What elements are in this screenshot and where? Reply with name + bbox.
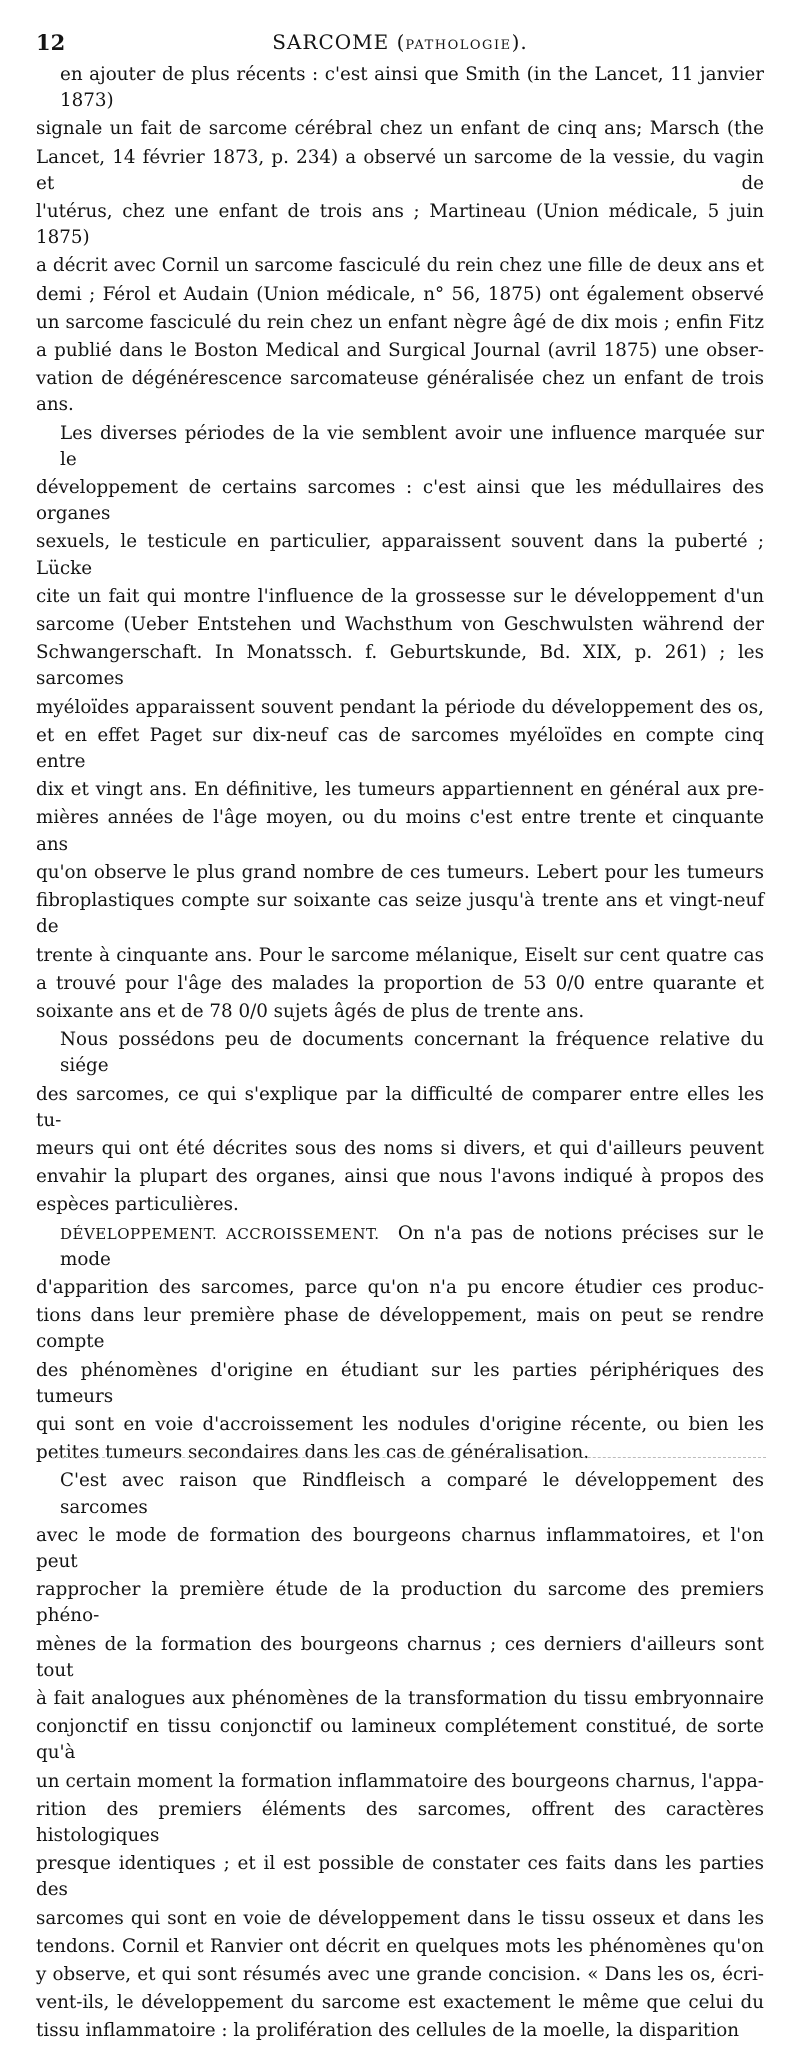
running-title xyxy=(36,30,764,54)
text-line xyxy=(36,475,764,527)
line-text: conjonctif en tissu conjonctif ou lamineux complétement constitué, de sorte qu'à xyxy=(36,1716,764,1764)
line-text: a trouvé pour l'âge des malades la proportion de 53 0/0 entre quarante et xyxy=(36,972,764,994)
line-text: dix et vingt ans. En définitive, les tumeurs appartiennent en général aux pre- xyxy=(36,779,764,801)
line-text: des phénomènes d'origine en étudiant sur les parties périphériques des tumeurs xyxy=(36,1359,764,1407)
body-text xyxy=(36,62,764,2047)
line-text: un sarcome fasciculé du rein chez un enfant nègre âgé de dix mois ; enfin Fitz xyxy=(36,311,764,333)
text-line xyxy=(36,1632,764,1684)
line-text: qu'on observe le plus grand nombre de ces tumeurs. Lebert pour les tumeurs xyxy=(36,861,764,883)
text-line xyxy=(36,584,764,610)
line-text: a publié dans le Boston Medical and Surgical Journal (avril 1875) une obser- xyxy=(36,340,764,362)
line-text: espèces particulières. xyxy=(36,1194,239,1216)
text-line xyxy=(36,1934,764,1960)
line-text: signale un fait de sarcome cérébral chez un enfant de cinq ans; Marsch (the xyxy=(36,118,764,140)
text-line xyxy=(36,310,764,336)
line-text: trente à cinquante ans. Pour le sarcome mélanique, Eiselt sur cent quatre cas xyxy=(36,944,764,966)
text-line xyxy=(36,1303,764,1355)
text-line xyxy=(36,282,764,308)
text-line xyxy=(36,1164,764,1190)
line-text: sexuels, le testicule en particulier, apparaissent souvent dans la puberté ; Lücke xyxy=(36,531,764,579)
text-line xyxy=(36,640,764,692)
line-text: d'apparition des sarcomes, parce qu'on n'a pu encore étudier ces produc- xyxy=(36,1276,764,1298)
running-title-main: SARCOME ( xyxy=(272,30,406,54)
line-text: cite un fait qui montre l'influence de la grossesse sur le développement d'un xyxy=(36,585,764,607)
line-text: tions dans leur première phase de développement, mais on peut se rendre compte xyxy=(36,1305,764,1353)
line-text: sarcome (Ueber Entstehen und Wachsthum von Geschwulsten während der xyxy=(36,614,764,636)
line-text: Nous possédons peu de documents concernant la fréquence relative du siége xyxy=(60,1029,764,1077)
text-line xyxy=(36,1990,764,2016)
line-text: fibroplastiques compte sur soixante cas seize jusqu'à trente ans et vingt-neuf de xyxy=(36,890,764,938)
line-text: soixante ans et de 78 0/0 sujets âgés de plus de trente ans. xyxy=(36,1000,585,1022)
text-line xyxy=(36,529,764,581)
line-text: à fait analogues aux phénomènes de la transformation du tissu embryonnaire xyxy=(36,1687,764,1709)
line-text: petites tumeurs secondaires dans les cas de généralisation. xyxy=(36,1442,590,1464)
text-line xyxy=(36,1440,764,1466)
footer-rule xyxy=(52,1457,766,1458)
line-text: tendons. Cornil et Ranvier ont décrit en quelques mots les phénomènes qu'on xyxy=(36,1935,764,1957)
text-line xyxy=(36,1275,764,1301)
text-line xyxy=(36,1136,764,1162)
line-text: l'utérus, chez une enfant de trois ans ; Martineau (Union médicale, 5 juin 1875) xyxy=(36,201,764,249)
line-text: y observe, et qui sont résumés avec une grande concision. « Dans les os, écri- xyxy=(36,1964,764,1986)
section-heading: DÉVELOPPEMENT. ACCROISSEMENT. xyxy=(60,1224,380,1243)
line-text: mières années de l'âge moyen, ou du moins c'est entre trente et cinquante ans xyxy=(36,807,764,855)
text-line xyxy=(36,1523,764,1575)
text-line xyxy=(36,199,764,251)
text-line xyxy=(36,1412,764,1438)
line-text: a décrit avec Cornil un sarcome fasciculé du rein chez une fille de deux ans et xyxy=(36,255,764,277)
line-text: Les diverses périodes de la vie semblent avoir une influence marquée sur le xyxy=(60,422,764,470)
text-line xyxy=(36,999,764,1025)
running-header xyxy=(36,26,764,60)
line-text: tissu inflammatoire : la prolifération des cellules de la moelle, la disparition xyxy=(36,2020,739,2042)
line-text: sarcomes qui sont en voie de développement dans le tissu osseux et dans les xyxy=(36,1907,764,1929)
text-line xyxy=(36,1797,764,1849)
text-line xyxy=(36,1027,764,1079)
line-text: rapprocher la première étude de la production du sarcome des premiers phéno- xyxy=(36,1579,764,1627)
text-line xyxy=(36,723,764,775)
text-line xyxy=(36,1962,764,1988)
text-line xyxy=(36,1714,764,1766)
text-line xyxy=(36,338,764,364)
text-line xyxy=(36,1851,764,1903)
text-line xyxy=(36,145,764,197)
line-text: avec le mode de formation des bourgeons charnus inflammatoires, et l'on peut xyxy=(36,1524,764,1572)
text-line xyxy=(36,2018,764,2044)
text-line xyxy=(36,695,764,721)
line-text: mènes de la formation des bourgeons charnus ; ces derniers d'ailleurs sont tout xyxy=(36,1633,764,1681)
line-text: On n'a pas de notions précises sur le mode xyxy=(60,1222,765,1270)
line-text: myéloïdes apparaissent souvent pendant la période du développement des os, xyxy=(36,696,764,718)
text-line xyxy=(36,1686,764,1712)
line-text: développement de certains sarcomes : c'est ainsi que les médullaires des organes xyxy=(36,477,764,525)
line-text: C'est avec raison que Rindfleisch a comparé le développement des sarcomes xyxy=(60,1470,764,1518)
page-number: 12 xyxy=(36,30,66,55)
text-line xyxy=(36,1192,764,1218)
text-line xyxy=(36,1221,764,1273)
text-line xyxy=(36,253,764,279)
line-text: des sarcomes, ce qui s'explique par la difficulté de comparer entre elles les tu- xyxy=(36,1083,764,1131)
text-line xyxy=(36,116,764,142)
text-line xyxy=(36,1358,764,1410)
line-text: demi ; Férol et Audain (Union médicale, n° 56, 1875) ont également observé xyxy=(36,283,764,305)
text-line xyxy=(36,860,764,886)
line-text: meurs qui ont été décrites sous des noms si divers, et qui d'ailleurs peuvent xyxy=(36,1137,764,1159)
text-line xyxy=(36,943,764,969)
text-line xyxy=(36,612,764,638)
text-line xyxy=(36,1082,764,1134)
line-text: envahir la plupart des organes, ainsi que nous l'avons indiqué à propos des xyxy=(36,1166,764,1188)
line-text: presque identiques ; et il est possible de constater ces faits dans les parties des xyxy=(36,1853,764,1901)
line-text: Schwangerschaft. In Monatssch. f. Geburtskunde, Bd. XIX, p. 261) ; les sarcomes xyxy=(36,642,764,690)
line-text: Lancet, 14 février 1873, p. 234) a observé un sarcome de la vessie, du vagin et de xyxy=(36,146,764,194)
text-line xyxy=(36,1906,764,1932)
running-title-subject: PATHOLOGIE xyxy=(405,38,512,53)
text-line xyxy=(36,805,764,857)
line-text: qui sont en voie d'accroissement les nodules d'origine récente, ou bien les xyxy=(36,1413,764,1435)
text-line xyxy=(36,421,764,473)
text-line xyxy=(36,1577,764,1629)
line-text: rition des premiers éléments des sarcomes, offrent des caractères histologiques xyxy=(36,1798,764,1846)
running-title-end: ). xyxy=(511,30,528,54)
text-line xyxy=(36,366,764,418)
text-line xyxy=(36,777,764,803)
text-line xyxy=(36,1769,764,1795)
line-text: en ajouter de plus récents : c'est ainsi que Smith (in the Lancet, 11 janvier 1873) xyxy=(60,64,764,112)
line-text: et en effet Paget sur dix-neuf cas de sarcomes myéloïdes en compte cinq entre xyxy=(36,724,764,773)
line-text: vation de dégénérescence sarcomateuse généralisée chez un enfant de trois ans. xyxy=(36,368,764,416)
text-line xyxy=(36,62,764,114)
text-line xyxy=(36,971,764,997)
line-text: un certain moment la formation inflammatoire des bourgeons charnus, l'appa- xyxy=(36,1770,764,1792)
text-line xyxy=(36,888,764,940)
line-text: vent-ils, le développement du sarcome est exactement le même que celui du xyxy=(36,1992,764,2014)
